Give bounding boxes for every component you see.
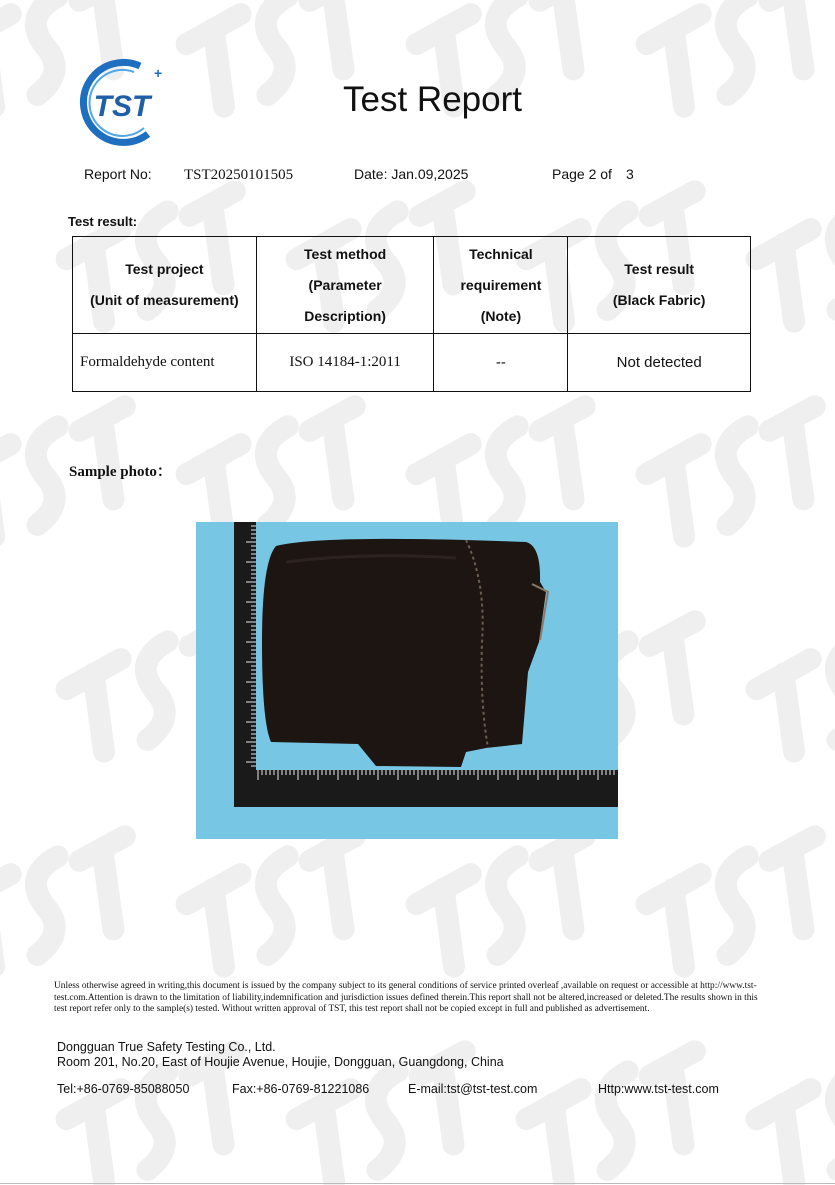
cell-technical-requirement: -- — [434, 334, 568, 392]
page-bottom-rule — [0, 1183, 835, 1184]
column-header-technical-requirement: Technical requirement (Note) — [434, 237, 568, 334]
svg-text:+: + — [154, 65, 163, 81]
table-header-row — [73, 237, 751, 334]
contact-email: E-mail:tst@tst-test.com — [408, 1082, 538, 1096]
cell-test-method: ISO 14184-1:2011 — [256, 334, 434, 392]
logo-text: TST — [93, 90, 151, 123]
test-result-table — [72, 236, 751, 392]
column-header-test-result: Test result (Black Fabric) — [568, 237, 751, 334]
contact-tel: Tel:+86-0769-85088050 — [57, 1082, 190, 1096]
vertical-ruler — [234, 522, 256, 807]
legal-disclaimer: Unless otherwise agreed in writing,this document is issued by the company subject to its general conditions of service printed overleaf ,available on request or accessible at http://www.tst-test.com.Attention is drawn to the limitation of liability,indemnification and jurisdiction issues defined therein.This report shall not be altered,increased or deleted.The results shown in this test report refer only to the sample(s) tested. Without written approval of TST, this test report shall not be copied except in full and published as advertisement. — [54, 981, 758, 1014]
contact-fax: Fax:+86-0769-81221086 — [232, 1082, 370, 1096]
column-header-test-method: Test method (Parameter Description) — [256, 237, 434, 334]
table-row — [73, 334, 751, 392]
report-no-value: TST20250101505 — [184, 167, 294, 183]
cell-test-project: Formaldehyde content — [73, 334, 257, 392]
company-name: Dongguan True Safety Testing Co., Ltd. — [57, 1040, 276, 1054]
report-date: Date: Jan.09,2025 — [354, 166, 469, 182]
page-label: Page 2 of — [552, 166, 612, 182]
black-fabric-sample — [262, 539, 546, 767]
horizontal-ruler — [234, 770, 618, 807]
page-total: 3 — [626, 166, 634, 182]
cell-test-result: Not detected — [568, 334, 751, 392]
report-no-label: Report No: — [84, 166, 152, 182]
sample-photo-heading: Sample photo： — [69, 464, 172, 480]
sample-photo — [196, 522, 618, 839]
column-header-test-project: Test project (Unit of measurement) — [73, 237, 257, 334]
contact-website: Http:www.tst-test.com — [598, 1082, 719, 1096]
company-address: Room 201, No.20, East of Houjie Avenue, Houjie, Dongguan, Guangdong, China — [57, 1055, 504, 1069]
page-title: Test Report — [343, 80, 522, 119]
test-result-heading: Test result: — [68, 214, 138, 229]
